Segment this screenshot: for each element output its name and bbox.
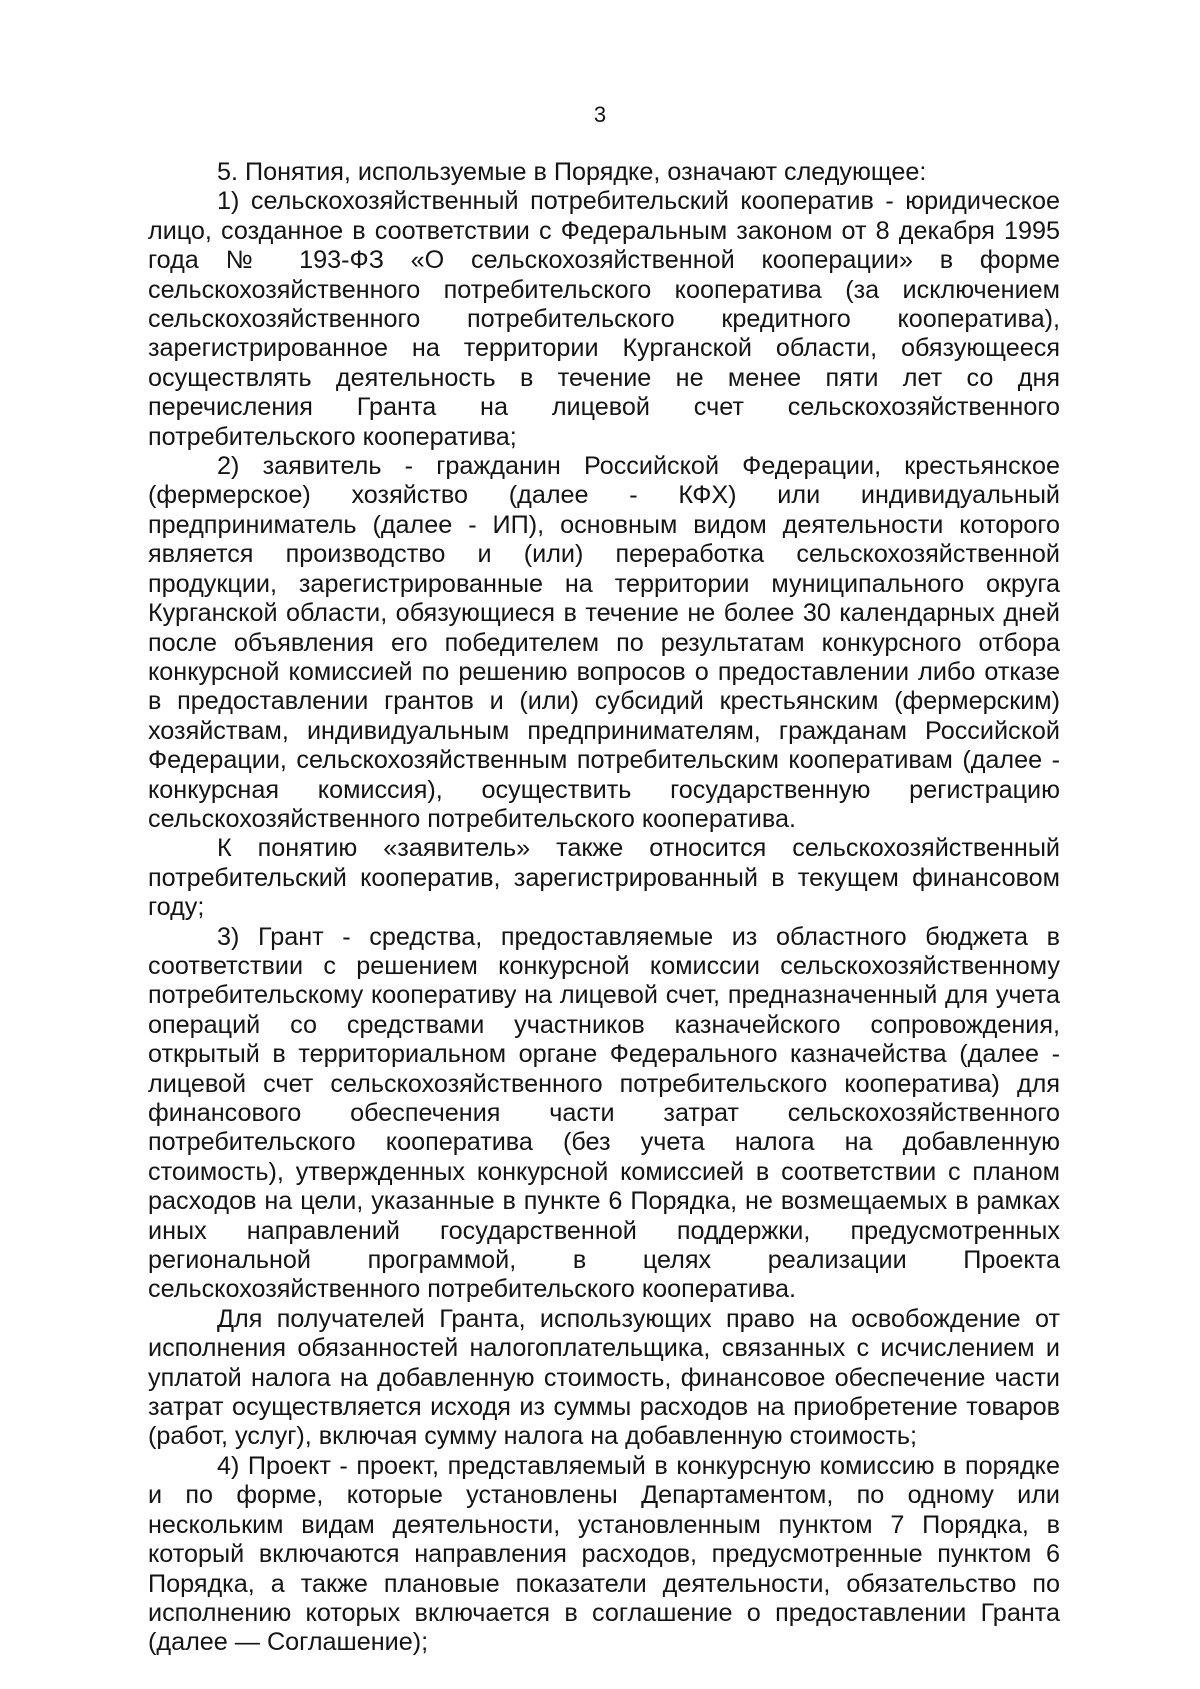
- paragraph-grant-definition: 3) Грант - средства, предоставляемые из областного бюджета в соответствии с решением конкурсной комиссии сельскохозяйственному потребительскому кооперативу на лицевой счет, предназначенный для учета операций со средствами участников казначейского сопровождения, открытый в территориальном органе Федерального казначейства (далее - лицевой счет сельскохозяйственного потребительского кооператива) для финансового обеспечения части затрат сельскохозяйственного потребительского кооператива (без учета налога на добавленную стоимость), утвержденных конкурсной комиссией в соответствии с планом расходов на цели, указанные в пункте 6 Порядка, не возмещаемых в рамках иных направлений государственной поддержки, предусмотренных региональной программой, в целях реализации Проекта сельскохозяйственного потребительского кооператива.: [148, 922, 1060, 1304]
- paragraph-project-definition: 4) Проект - проект, представляемый в конкурсную комиссию в порядке и по форме, которые установлены Департаментом, по одному или нескольким видам деятельности, установленным пунктом 7 Порядка, в который включаются направления расходов, предусмотренные пунктом 6 Порядка, а также плановые показатели деятельности, обязательство по исполнению которых включается в соглашение о предоставлении Гранта (далее — Соглашение);: [148, 1451, 1060, 1657]
- paragraph-cooperative-definition: 1) сельскохозяйственный потребительский кооператив - юридическое лицо, созданное в соответствии с Федеральным законом от 8 декабря 1995 года № 193-ФЗ «О сельскохозяйственной кооперации» в форме сельскохозяйственного потребительского кооператива (за исключением сельскохозяйственного потребительского кредитного кооператива), зарегистрированное на территории Курганской области, обязующееся осуществлять деятельность в течение не менее пяти лет со дня перечисления Гранта на лицевой счет сельскохозяйственного потребительского кооператива;: [148, 187, 1060, 451]
- paragraph-vat-note: Для получателей Гранта, использующих право на освобождение от исполнения обязанностей налогоплательщика, связанных с исчислением и уплатой налога на добавленную стоимость, финансовое обеспечение части затрат осуществляется исходя из суммы расходов на приобретение товаров (работ, услуг), включая сумму налога на добавленную стоимость;: [148, 1304, 1060, 1451]
- page-number: 3: [593, 102, 607, 127]
- paragraph-applicant-definition: 2) заявитель - гражданин Российской Федерации, крестьянское (фермерское) хозяйство (далее - КФХ) или индивидуальный предприниматель (далее - ИП), основным видом деятельности которого является производство и (или) переработка сельскохозяйственной продукции, зарегистрированные на территории муниципального округа Курганской области, обязующиеся в течение не более 30 календарных дней после объявления его победителем по результатам конкурсного отбора конкурсной комиссией по решению вопросов о предоставлении либо отказе в предоставлении грантов и (или) субсидий крестьянским (фермерским) хозяйствам, индивидуальным предпринимателям, гражданам Российской Федерации, сельскохозяйственным потребительским кооперативам (далее - конкурсная комиссия), осуществить государственную регистрацию сельскохозяйственного потребительского кооператива.: [148, 452, 1060, 833]
- document-body: [148, 158, 1060, 1658]
- paragraph-definitions-intro: 5. Понятия, используемые в Порядке, означают следующее:: [217, 158, 927, 186]
- paragraph-applicant-addendum: К понятию «заявитель» также относится сельскохозяйственный потребительский кооператив, зарегистрированный в текущем финансовом году;: [148, 834, 1060, 922]
